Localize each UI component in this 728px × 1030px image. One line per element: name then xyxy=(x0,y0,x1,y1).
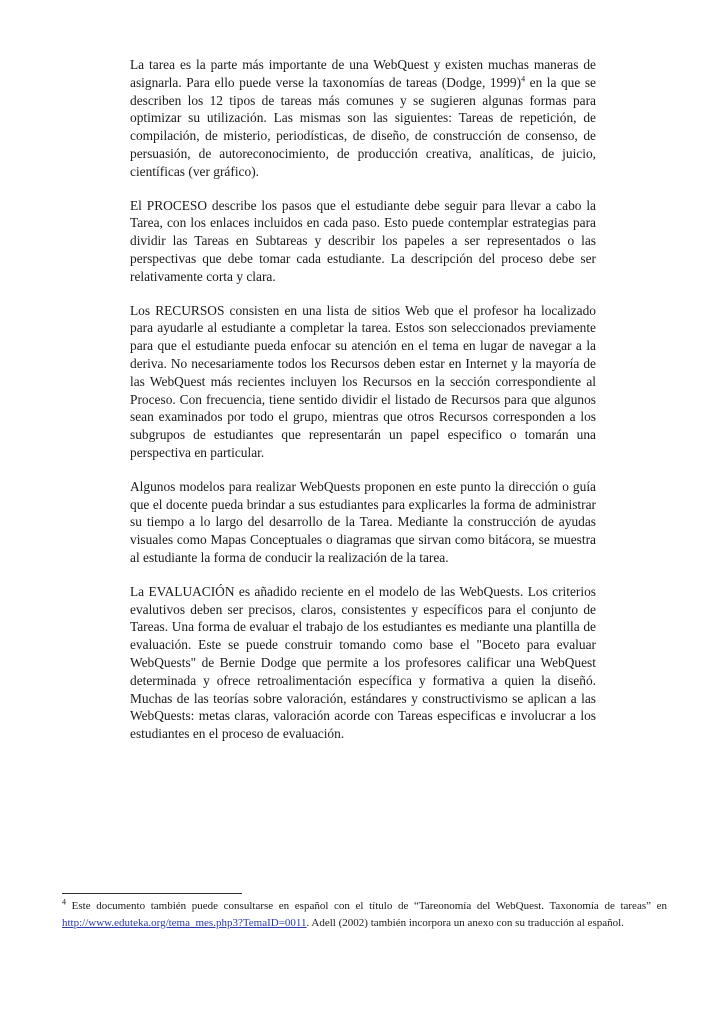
footnote-reference: 4 xyxy=(521,74,526,84)
footnote xyxy=(62,898,667,931)
paragraph-proceso: El PROCESO describe los pasos que el estudiante debe seguir para llevar a cabo la Tarea, con los enlaces incluidos en cada paso. Esto puede contemplar estrategias para dividir las Tareas en Subtareas y describir los papeles a ser representados o las perspectivas que debe tomar cada estudiante. La descripción del proceso debe ser relativamente corta y clara. xyxy=(130,197,596,284)
footnote-marker: 4 xyxy=(62,897,66,907)
body-text xyxy=(130,56,596,759)
footnote-text: Este documento también puede consultarse en español con el título de “Tareonomía del WebQuest. Taxonomía de tareas” en xyxy=(66,900,667,912)
paragraph-modelos: Algunos modelos para realizar WebQuests proponen en este punto la dirección o guía que el docente pueda brindar a sus estudiantes para explicarles la forma de administrar su tiempo a lo largo del desarrollo de la Tarea. Mediante la construcción de ayudas visuales como Mapas Conceptuales o diagramas que sirvan como bitácora, se muestra al estudiante la forma de conducir la realización de la tarea. xyxy=(130,478,596,565)
footnote-text-cont: . Adell (2002) también incorpora un anexo con su traducción al español. xyxy=(306,916,624,929)
paragraph-recursos: Los RECURSOS consisten en una lista de sitios Web que el profesor ha localizado para ayudarle al estudiante a completar la tarea. Estos son seleccionados previamente para que el estudiante pueda enfocar su atención en el tema en lugar de navegar a la deriva. No necesariamente todos los Recursos deben estar en Internet y la mayoría de las WebQuest más recientes incluyen los Recursos en la sección correspondiente al Proceso. Con frecuencia, tiene sentido dividir el listado de Recursos para que algunos sean examinados por todo el grupo, mientras que otros Recursos corresponden a los subgrupos de estudiantes que representarán un papel especifico o tomarán una perspectiva en particular. xyxy=(130,302,596,460)
footnote-link[interactable]: http://www.eduteka.org/tema_mes.php3?TemaID=0011 xyxy=(62,916,307,929)
paragraph-evaluacion: La EVALUACIÓN es añadido reciente en el modelo de las WebQuests. Los criterios evalutivos deben ser precisos, claros, consistentes y específicos para el conjunto de Tareas. Una forma de evaluar el trabajo de los estudiantes es mediante una plantilla de evaluación. Este se puede construir tomando como base el "Boceto para evaluar WebQuests" de Bernie Dodge que permite a los profesores calificar una WebQuest determinada y ofrece retroalimentación específica y formativa a quien la diseñó. Muchas de las teorías sobre valoración, estándares y constructivismo se aplican a las WebQuests: metas claras, valoración acorde con Tareas especificas e involucrar a los estudiantes en el proceso de evaluación. xyxy=(130,583,596,742)
paragraph-tarea-text-cont: en la que se describen los 12 tipos de tareas más comunes y se sugieren algunas formas para optimizar su utilización. Las mismas son las siguientes: Tareas de repetición, de compilación, de misterio, periodísticas, de diseño, de construcción de consenso, de persuasión, de autoreconocimiento, de producción creativa, analíticas, de juicio, científicas (ver gráfico). xyxy=(130,74,597,179)
paragraph-tarea xyxy=(130,56,596,181)
footnote-separator xyxy=(62,893,242,894)
paragraph-tarea-text: La tarea es la parte más importante de una WebQuest y existen muchas maneras de asignarla. Para ello puede verse la taxonomías de tareas (Dodge, 1999) xyxy=(130,57,596,90)
